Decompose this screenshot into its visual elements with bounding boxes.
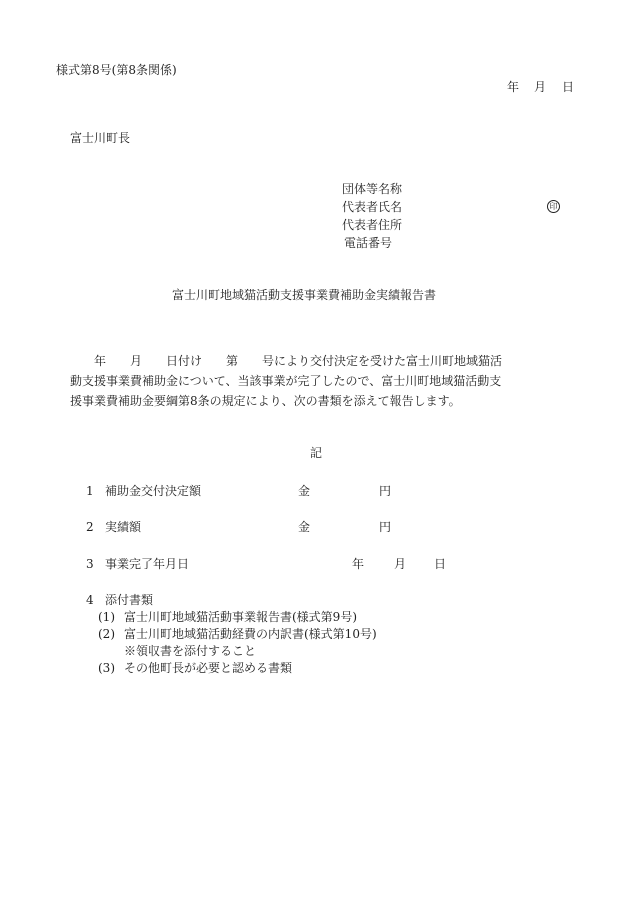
ki-heading: 記 (310, 446, 323, 460)
body-line-1: 年 月 日付け 第 号により交付決定を受けた富士川町地域猫活 (70, 354, 503, 368)
attachment-2-text: 富士川町地域猫活動経費の内訳書(様式第10号) (124, 627, 377, 641)
item-2-number: 2 (86, 520, 94, 534)
org-name-label: 団体等名称 (342, 182, 403, 196)
item-3-month: 月 (394, 557, 407, 571)
item-3-day: 日 (434, 557, 447, 571)
item-3-number: 3 (86, 557, 94, 571)
date-month-label: 月 (534, 80, 547, 94)
form-number: 様式第8号(第8条関係) (56, 63, 177, 77)
phone-label: 電話番号 (344, 236, 393, 250)
item-4-number: 4 (86, 593, 94, 607)
item-2-prefix: 金 (298, 520, 311, 534)
date-year-label: 年 (507, 80, 520, 94)
attachment-1-number: (1) (98, 610, 115, 624)
rep-address-label: 代表者住所 (342, 218, 403, 232)
item-2-suffix: 円 (379, 520, 392, 534)
item-2-label: 実績額 (105, 520, 142, 534)
addressee: 富士川町長 (70, 131, 131, 145)
attachment-3-text: その他町長が必要と認める書類 (124, 661, 293, 675)
seal-mark: 印 (547, 200, 560, 213)
item-3-label: 事業完了年月日 (105, 557, 190, 571)
body-line-2: 動支援事業費補助金について、当該事業が完了したので、富士川町地域猫活動支 (70, 374, 502, 388)
attachment-3-number: (3) (98, 661, 115, 675)
body-paragraph (70, 351, 570, 411)
attachment-note: ※領収書を添付すること (124, 644, 257, 658)
item-3-year: 年 (352, 557, 365, 571)
item-1-suffix: 円 (379, 484, 392, 498)
document-title: 富士川町地域猫活動支援事業費補助金実績報告書 (172, 288, 437, 302)
item-4-label: 添付書類 (105, 593, 154, 607)
body-line-3: 援事業費補助金要綱第8条の規定により、次の書類を添えて報告します。 (70, 394, 461, 408)
rep-name-label: 代表者氏名 (342, 200, 403, 214)
item-1-number: 1 (86, 484, 94, 498)
item-1-label: 補助金交付決定額 (105, 484, 202, 498)
date-day-label: 日 (562, 80, 575, 94)
item-1-prefix: 金 (298, 484, 311, 498)
attachment-1-text: 富士川町地域猫活動事業報告書(様式第9号) (124, 610, 357, 624)
attachment-2-number: (2) (98, 627, 115, 641)
